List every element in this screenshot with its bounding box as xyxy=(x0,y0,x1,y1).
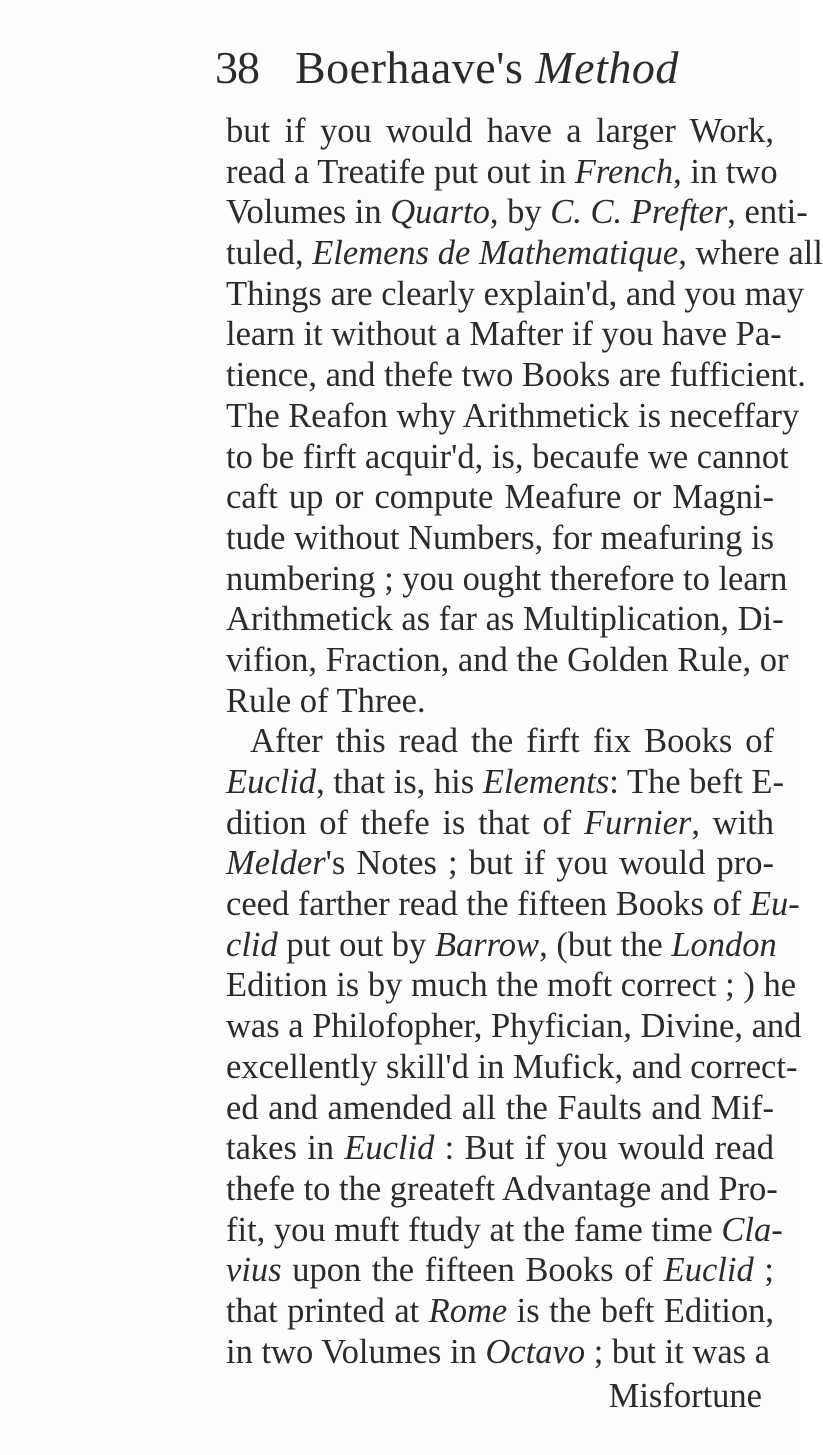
text-run: thefe to the greateft Advantage and Pro- xyxy=(226,1169,778,1208)
text-run: clid xyxy=(226,925,278,964)
text-line xyxy=(226,1291,774,1332)
text-line xyxy=(226,111,774,152)
text-run: that printed at xyxy=(226,1291,429,1330)
text-run: , where all xyxy=(678,234,823,273)
text-run: ceed farther read the fifteen Books of xyxy=(226,885,750,924)
text-run: caft up or compute Meafure or Magni- xyxy=(226,478,774,517)
text-line xyxy=(226,1088,774,1129)
text-run: Melder xyxy=(226,844,326,883)
text-line xyxy=(226,274,805,315)
text-line xyxy=(226,965,797,1006)
text-line xyxy=(226,803,774,844)
text-run: tude without Numbers, for meafuring is xyxy=(226,518,775,557)
text-run: , (but the xyxy=(539,925,672,964)
text-run: Euclid xyxy=(226,763,317,801)
text-run: tience, and thefe two Books are fufficient. xyxy=(226,356,806,395)
text-line xyxy=(226,437,789,478)
text-run: Furnier xyxy=(583,803,692,842)
text-run: Volumes in xyxy=(226,193,391,232)
text-line xyxy=(226,1047,798,1088)
text-run: dition of thefe is that of xyxy=(226,803,584,842)
text-run: Arithmetick as far as Multiplication, Di- xyxy=(226,600,784,639)
text-run: Edition is by much the moft correct ; ) he xyxy=(226,966,797,1005)
text-line xyxy=(226,233,823,274)
text-line xyxy=(226,518,774,559)
text-run: , in two xyxy=(673,152,778,191)
text-run: vifion, Fraction, and the Golden Rule, or xyxy=(226,640,789,679)
text-line xyxy=(226,884,800,925)
text-run: excellently skill'd in Mufick, and correct- xyxy=(226,1047,798,1086)
text-run: The Reafon why Arithmetick is neceffary xyxy=(226,396,800,435)
text-run: , by xyxy=(489,193,551,232)
text-run: was a Philofopher, Phyfician, Divine, and xyxy=(226,1007,802,1046)
text-run: : The beft E- xyxy=(609,763,784,801)
text-run: Barrow xyxy=(434,925,540,964)
text-run: upon the fifteen Books of xyxy=(281,1251,664,1290)
text-line xyxy=(226,640,789,681)
text-line xyxy=(226,152,778,193)
running-title-roman: Boerhaave's xyxy=(295,42,536,93)
text-run: Euclid xyxy=(663,1251,754,1290)
catchword: Misfortune xyxy=(608,1377,762,1415)
text-run: Elements xyxy=(482,763,610,801)
text-line xyxy=(226,192,808,233)
text-line xyxy=(226,721,774,762)
text-run: , enti- xyxy=(727,193,808,232)
text-run: , with xyxy=(691,803,774,842)
running-title xyxy=(295,38,679,98)
running-header xyxy=(215,38,755,98)
text-run: fit, you muft ftudy at the fame time xyxy=(226,1210,722,1249)
text-line xyxy=(226,1169,778,1210)
text-run: Cla- xyxy=(721,1210,783,1249)
running-title-italic: Method xyxy=(535,42,679,93)
text-run: but if you would have a larger Work, xyxy=(226,112,774,150)
text-run: C. C. Prefter xyxy=(550,193,728,232)
text-run: Quarto xyxy=(390,193,490,232)
text-line xyxy=(226,559,788,600)
text-line xyxy=(226,1006,802,1047)
text-run: London xyxy=(671,925,777,964)
text-run: learn it without a Mafter if you have Pa- xyxy=(226,315,782,354)
text-run: read a Treatife put out in xyxy=(226,152,575,191)
text-run: , that is, his xyxy=(316,763,483,801)
text-run: takes in xyxy=(226,1129,345,1168)
text-line xyxy=(226,762,784,803)
text-line xyxy=(226,396,800,437)
text-run: Rome xyxy=(428,1291,508,1330)
text-run: Eu- xyxy=(749,885,800,924)
text-run: put out by xyxy=(277,925,435,964)
text-line xyxy=(226,1332,774,1373)
text-run: is the beft Edition, xyxy=(507,1291,774,1330)
text-line xyxy=(226,599,784,640)
text-run: ; xyxy=(753,1251,774,1290)
text-run: to be firft acquir'd, is, becaufe we cannot xyxy=(226,437,789,476)
text-run: : But if you would read xyxy=(434,1129,774,1168)
text-run: ; but it was a xyxy=(585,1332,771,1371)
text-run: in two Volumes in xyxy=(226,1332,486,1371)
text-line xyxy=(226,314,782,355)
text-line xyxy=(226,681,774,722)
text-line xyxy=(226,355,806,396)
text-run: numbering ; you ought therefore to learn xyxy=(226,559,788,598)
text-line xyxy=(226,925,777,966)
body-text xyxy=(226,111,823,1372)
text-line xyxy=(226,1250,774,1291)
text-run: tuled, xyxy=(226,234,313,273)
text-run: ed and amended all the Faults and Mif- xyxy=(226,1088,774,1127)
text-line xyxy=(226,1210,783,1251)
text-run: 's Notes ; but if you would pro- xyxy=(325,844,774,883)
page-number: 38 xyxy=(215,42,259,93)
text-run: Euclid xyxy=(344,1129,435,1168)
text-run: vius xyxy=(226,1251,282,1290)
text-line xyxy=(226,1128,774,1169)
text-line xyxy=(226,843,774,884)
text-run: Elemens de Mathematique xyxy=(312,234,679,273)
text-run: French xyxy=(574,152,674,191)
text-run: Rule of Three. xyxy=(226,681,426,720)
text-run: Things are clearly explain'd, and you may xyxy=(226,274,805,313)
text-run: Octavo xyxy=(485,1332,586,1371)
text-run: After this read the firft fix Books of xyxy=(250,722,774,761)
text-line xyxy=(226,477,774,518)
